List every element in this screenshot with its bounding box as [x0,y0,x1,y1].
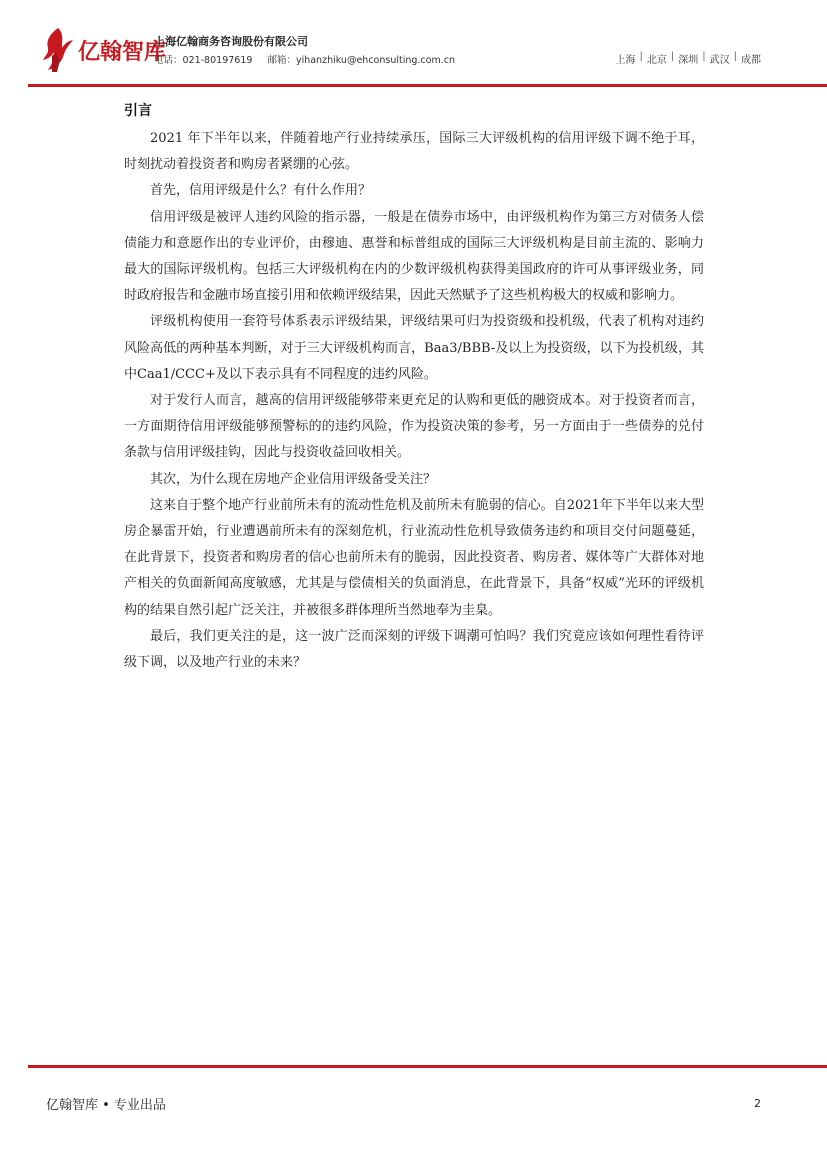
logo-text: 亿翰智库 [78,40,167,65]
paragraph: 这来自于整个地产行业前所未有的流动性危机及前所未有脆弱的信心。自2021年下半年以来大型房企暴雷开始，行业遭遇前所未有的深刻危机，行业流动性危机导致债务违约和项目交付问题蔓延，在此背景下，投资者和购房者的信心也前所未有的脆弱，因此投资者、购房者、媒体等广大群体对地产相关的负面新闻高度敏感，尤其是与偿债相关的负面消息，在此背景下，具备“权威”光环的评级机构的结果自然引起广泛关注，并被很多群体理所当然地奉为圭臬。 [124,497,704,618]
city-separator: | [733,51,737,62]
city-item: 北京 [646,55,667,66]
article-body [124,100,704,676]
paragraph: 2021 年下半年以来，伴随着地产行业持续承压，国际三大评级机构的信用评级下调不绝于耳，时刻扰动着投资者和购房者紧绷的心弦。 [124,131,704,173]
office-cities [616,51,762,66]
city-item: 上海 [615,55,636,66]
header-divider [28,84,827,87]
city-separator: | [702,51,706,62]
phone-number: 电话：021-80197619 [154,55,253,66]
city-item: 成都 [741,55,761,66]
paragraph: 其次，为什么现在房地产企业信用评级备受关注？ [150,471,437,487]
company-name: 上海亿翰商务咨询股份有限公司 [154,35,308,48]
footer-label: 亿翰智库 • 专业出品 [46,1098,166,1113]
email-address: 邮箱：yihanzhiku@ehconsulting.com.cn [267,55,455,66]
paragraph: 最后，我们更关注的是，这一波广泛而深刻的评级下调潮可怕吗？我们究竟应该如何理性看待评级下调，以及地产行业的未来？ [124,628,704,671]
footer-divider [28,1065,827,1068]
company-contact [154,52,467,66]
company-logo [40,26,167,76]
page-header [0,0,827,90]
city-item: 深圳 [678,55,699,66]
paragraph: 评级机构使用一套符号体系表示评级结果，评级结果可归为投资级和投机级，代表了机构对违约风险高低的两种基本判断，对于三大评级机构而言，Baa3/BBB-及以上为投资级，以下为投机级，其中Caa1/CCC+及以下表示具有不同程度的违约风险。 [124,314,704,382]
city-separator: | [639,51,643,62]
paragraph: 对于发行人而言，越高的信用评级能够带来更充足的认购和更低的融资成本。对于投资者而言，一方面期待信用评级能够预警标的的违约风险，作为投资决策的参考，另一方面由于一些债券的兑付条款与信用评级挂钩，因此与投资收益回收相关。 [124,393,704,461]
page-number: 2 [754,1097,761,1110]
city-item: 武汉 [709,55,730,66]
paragraph: 首先，信用评级是什么？有什么作用？ [150,183,372,199]
logo-mark-icon [40,26,76,74]
paragraph: 信用评级是被评人违约风险的指示器，一般是在债券市场中，由评级机构作为第三方对债务人偿债能力和意愿作出的专业评价，由穆迪、惠誉和标普组成的国际三大评级机构是目前主流的、影响力最大的国际评级机构。包括三大评级机构在内的少数评级机构获得美国政府的许可从事评级业务，同时政府报告和金融市场直接引用和依赖评级结果，因此天然赋予了这些机构极大的权威和影响力。 [124,209,704,304]
city-separator: | [670,51,675,62]
section-heading: 引言 [124,103,152,119]
